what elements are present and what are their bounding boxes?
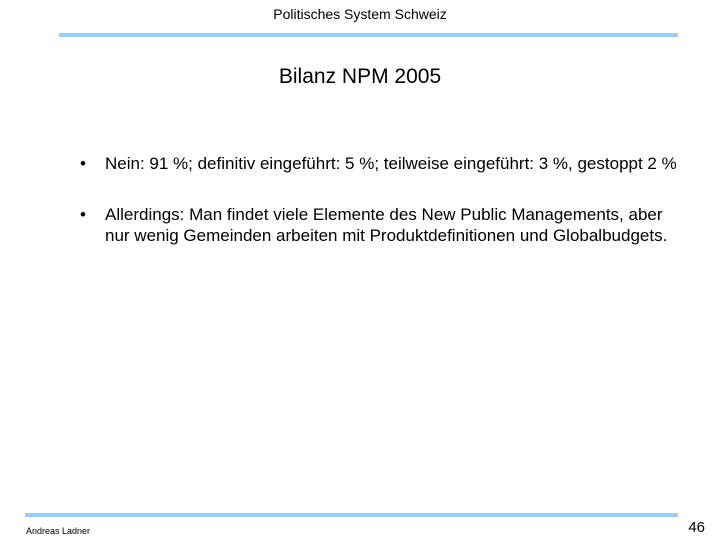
bullet-item	[80, 153, 680, 174]
footer-author: Andreas Ladner	[26, 526, 91, 536]
slide-title: Bilanz NPM 2005	[278, 65, 442, 88]
bullet-icon: •	[80, 205, 86, 224]
footer-divider	[25, 513, 678, 517]
bullet-icon: •	[80, 154, 86, 173]
header-divider	[59, 33, 678, 37]
bullet-text: Nein: 91 %; definitiv eingeführt: 5 %; teilweise eingeführt: 3 %, gestoppt 2 %	[105, 154, 677, 173]
bullet-text: Allerdings: Man findet viele Elemente des New Public Managements, aber nur wenig Gemeinden arbeiten mit Produktdefinitionen und Globalbudgets.	[105, 205, 668, 245]
bullet-list	[80, 153, 680, 276]
bullet-item	[80, 204, 680, 246]
header-title: Politisches System Schweiz	[273, 6, 447, 22]
page-number: 46	[688, 519, 705, 536]
